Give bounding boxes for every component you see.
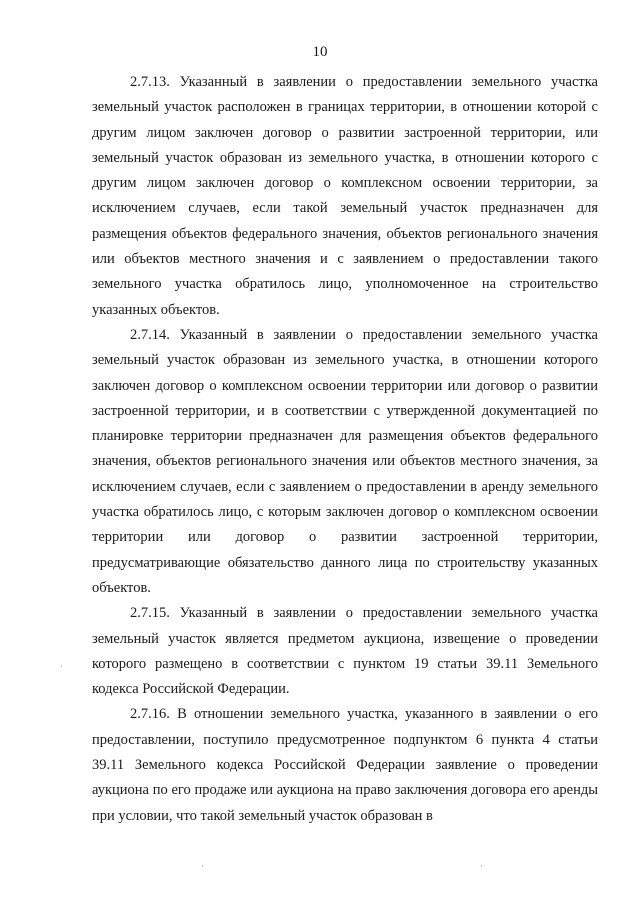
scan-speck: ·	[60, 662, 63, 671]
paragraph-2-7-16: 2.7.16. В отношении земельного участка, указанного в заявлении о его предоставлении, поступило предусмотренное подпунктом 6 пункта 4 статьи 39.11 Земельного кодекса Российской Федерации заявление о проведении аукциона по его продаже или аукциона на право заключения договора его аренды при условии, что такой земельный участок образован в	[92, 706, 598, 824]
scan-speck: ·	[201, 862, 204, 871]
paragraph-2-7-13: 2.7.13. Указанный в заявлении о предоставлении земельного участка земельный участок расположен в границах территории, в отношении которой с другим лицом заключен договор о развитии застроенной территории, или земельный участок образован из земельного участка, в отношении которого с другим лицом заключен договор о комплексном освоении территории, за исключением случаев, если такой земельный участок предназначен для размещения объектов федерального значения, объектов регионального значения или объектов местного значения и с заявлением о предоставлении такого земельного участка обратилось лицо, уполномоченное на строительство указанных объектов.	[92, 74, 598, 318]
paragraph-2-7-15: 2.7.15. Указанный в заявлении о предоставлении земельного участка земельный участок является предметом аукциона, извещение о проведении которого размещено в соответствии с пунктом 19 статьи 39.11 Земельного кодекса Российской Федерации.	[92, 605, 598, 698]
page-number: 10	[312, 44, 328, 60]
paragraph-2-7-14: 2.7.14. Указанный в заявлении о предоставлении земельного участка земельный участок образован из земельного участка, в отношении которого заключен договор о комплексном освоении территории или договор о развитии застроенной территории, и в соответствии с утвержденной документацией по планировке территории предназначен для размещения объектов федерального значения, объектов регионального значения или объектов местного значения, за исключением случаев, если с заявлением о предоставлении в аренду земельного участка обратилось лицо, с которым заключен договор о комплексном освоении территории или договор о развитии застроенной территории, предусматривающие обязательство данного лица по строительству указанных объектов.	[92, 326, 598, 596]
document-body	[92, 70, 598, 829]
scan-speck: ·	[480, 862, 483, 871]
